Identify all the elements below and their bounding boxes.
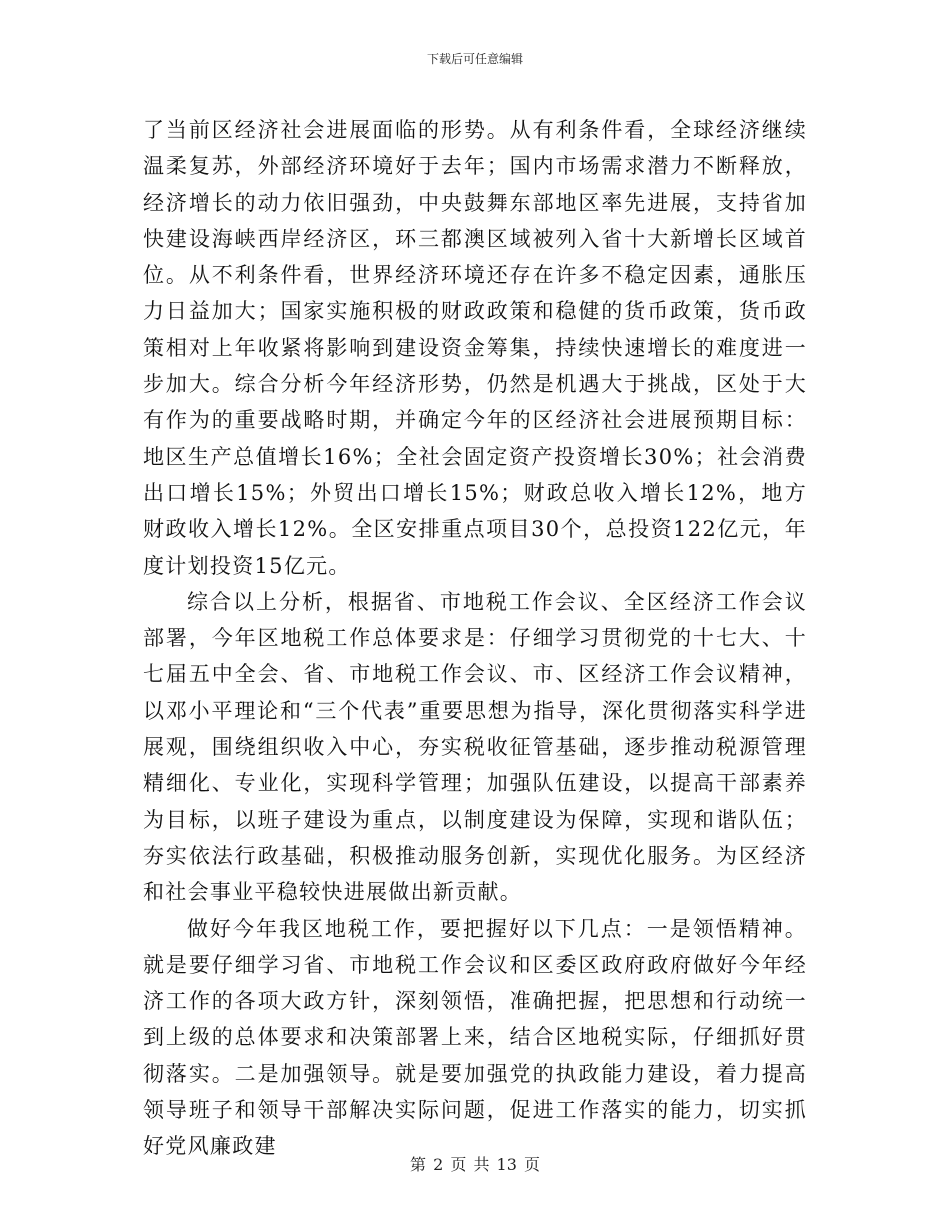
document-body xyxy=(143,112,807,1165)
page-number: 第 2 页 共 13 页 xyxy=(410,1155,540,1174)
paragraph: 做好今年我区地税工作，要把握好以下几点：一是领悟精神。就是要仔细学习省、市地税工作会议和区委区政府政府做好今年经济工作的各项大政方针，深刻领悟，准确把握，把思想和行动统一到上级的总体要求和决策部署上来，结合区地税实际，仔细抓好贯彻落实。二是加强领导。就是要加强党的执政能力建设，着力提高领导班子和领导干部解决实际问题，促进工作落实的能力，切实抓好党风廉政建 xyxy=(143,916,807,1159)
page-header: 下载后可任意编辑 xyxy=(426,52,523,66)
paragraph-continued: 了当前区经济社会进展面临的形势。从有利条件看，全球经济继续温柔复苏，外部经济环境好于去年；国内市场需求潜力不断释放，经济增长的动力依旧强劲，中央鼓舞东部地区率先进展，支持省加快建设海峡西岸经济区，环三都澳区域被列入省十大新增长区域首位。从不利条件看，世界经济环境还存在许多不稳定因素，通胀压力日益加大；国家实施积极的财政政策和稳健的货币政策，货币政策相对上年收紧将影响到建设资金筹集，持续快速增长的难度进一步加大。综合分析今年经济形势，仍然是机遇大于挑战，区处于大有作为的重要战略时期，并确定今年的区经济社会进展预期目标：地区生产总值增长16%；全社会固定资产投资增长30%；社会消费出口增长15%；外贸出口增长15%；财政总收入增长12%，地方财政收入增长12%。全区安排重点项目30个，总投资122亿元，年度计划投资15亿元。 xyxy=(143,118,807,578)
paragraph: 综合以上分析，根据省、市地税工作会议、全区经济工作会议部署，今年区地税工作总体要求是：仔细学习贯彻党的十七大、十七届五中全会、省、市地税工作会议、市、区经济工作会议精神，以邓小平理论和“三个代表”重要思想为指导，深化贯彻落实科学进展观，围绕组织收入中心，夯实税收征管基础，逐步推动税源管理精细化、专业化，实现科学管理；加强队伍建设，以提高干部素养为目标，以班子建设为重点，以制度建设为保障，实现和谐队伍；夯实依法行政基础，积极推动服务创新，实现优化服务。为区经济和社会事业平稳较快进展做出新贡献。 xyxy=(143,589,807,905)
